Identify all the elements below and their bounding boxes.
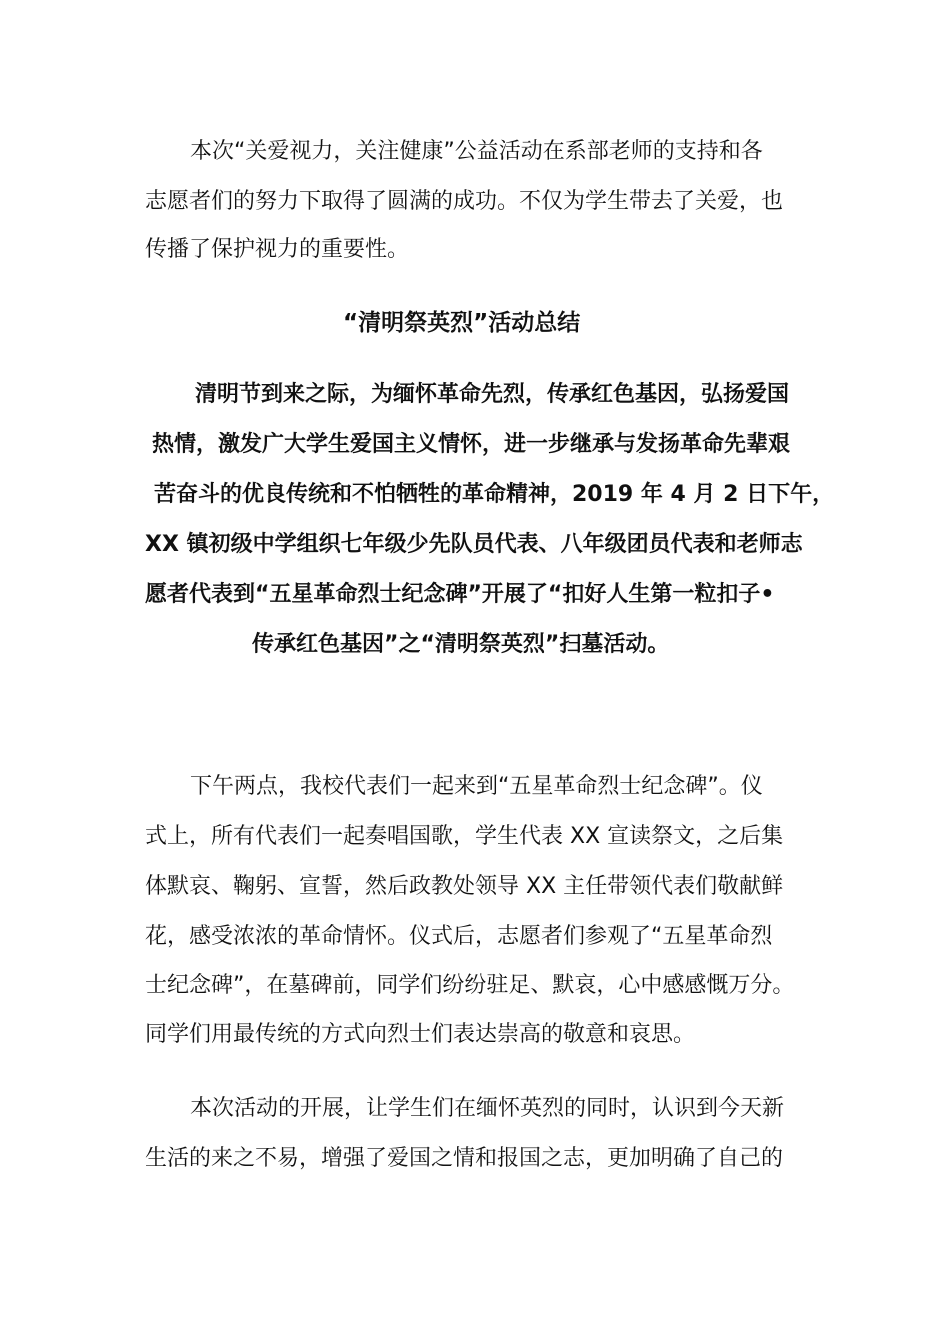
paragraph-3-line-2: 生活的来之不易，增强了爱国之情和报国之志，更加明确了自己的 bbox=[145, 1146, 784, 1171]
paragraph-2-line-4: 花，感受浓浓的革命情怀。仪式后，志愿者们参观了“五星革命烈 bbox=[145, 924, 773, 949]
intro-line-1: 清明节到来之际，为缅怀革命先烈，传承红色基因，弘扬爱国 bbox=[195, 382, 790, 407]
intro-line-2: 热情，激发广大学生爱国主义情怀，进一步继承与发扬革命先辈艰 bbox=[152, 432, 791, 457]
paragraph-1-line-2: 志愿者们的努力下取得了圆满的成功。不仅为学生带去了关爱，也 bbox=[145, 189, 784, 214]
section-title: “清明祭英烈”活动总结 bbox=[343, 310, 581, 336]
paragraph-2-line-5: 士纪念碑”，在墓碑前，同学们纷纷驻足、默哀，心中感感慨万分。 bbox=[145, 973, 795, 998]
intro-line-4: XX 镇初级中学组织七年级少先队员代表、八年级团员代表和老师志 bbox=[145, 532, 803, 557]
paragraph-2-line-6: 同学们用最传统的方式向烈士们表达崇高的敬意和哀思。 bbox=[145, 1022, 696, 1047]
paragraph-2-line-2: 式上，所有代表们一起奏唱国歌，学生代表 XX 宣读祭文，之后集 bbox=[145, 824, 784, 849]
intro-line-5: 愿者代表到“五星革命烈士纪念碑”开展了“扣好人生第一粒扣子• bbox=[145, 582, 775, 607]
paragraph-1-line-1: 本次“关爱视力，关注健康”公益活动在系部老师的支持和各 bbox=[190, 139, 763, 164]
intro-line-3: 苦奋斗的优良传统和不怕牺牲的革命精神，2019 年 4 月 2 日下午， bbox=[154, 482, 835, 507]
paragraph-3-line-1: 本次活动的开展，让学生们在缅怀英烈的同时，认识到今天新 bbox=[190, 1096, 785, 1121]
paragraph-2-line-3: 体默哀、鞠躬、宣誓，然后政教处领导 XX 主任带领代表们敬献鲜 bbox=[145, 874, 784, 899]
intro-line-6: 传承红色基因”之“清明祭英烈”扫墓活动。 bbox=[252, 632, 670, 657]
paragraph-1-line-3: 传播了保护视力的重要性。 bbox=[145, 237, 410, 262]
paragraph-2-line-1: 下午两点，我校代表们一起来到“五星革命烈士纪念碑”。仪 bbox=[190, 774, 763, 799]
